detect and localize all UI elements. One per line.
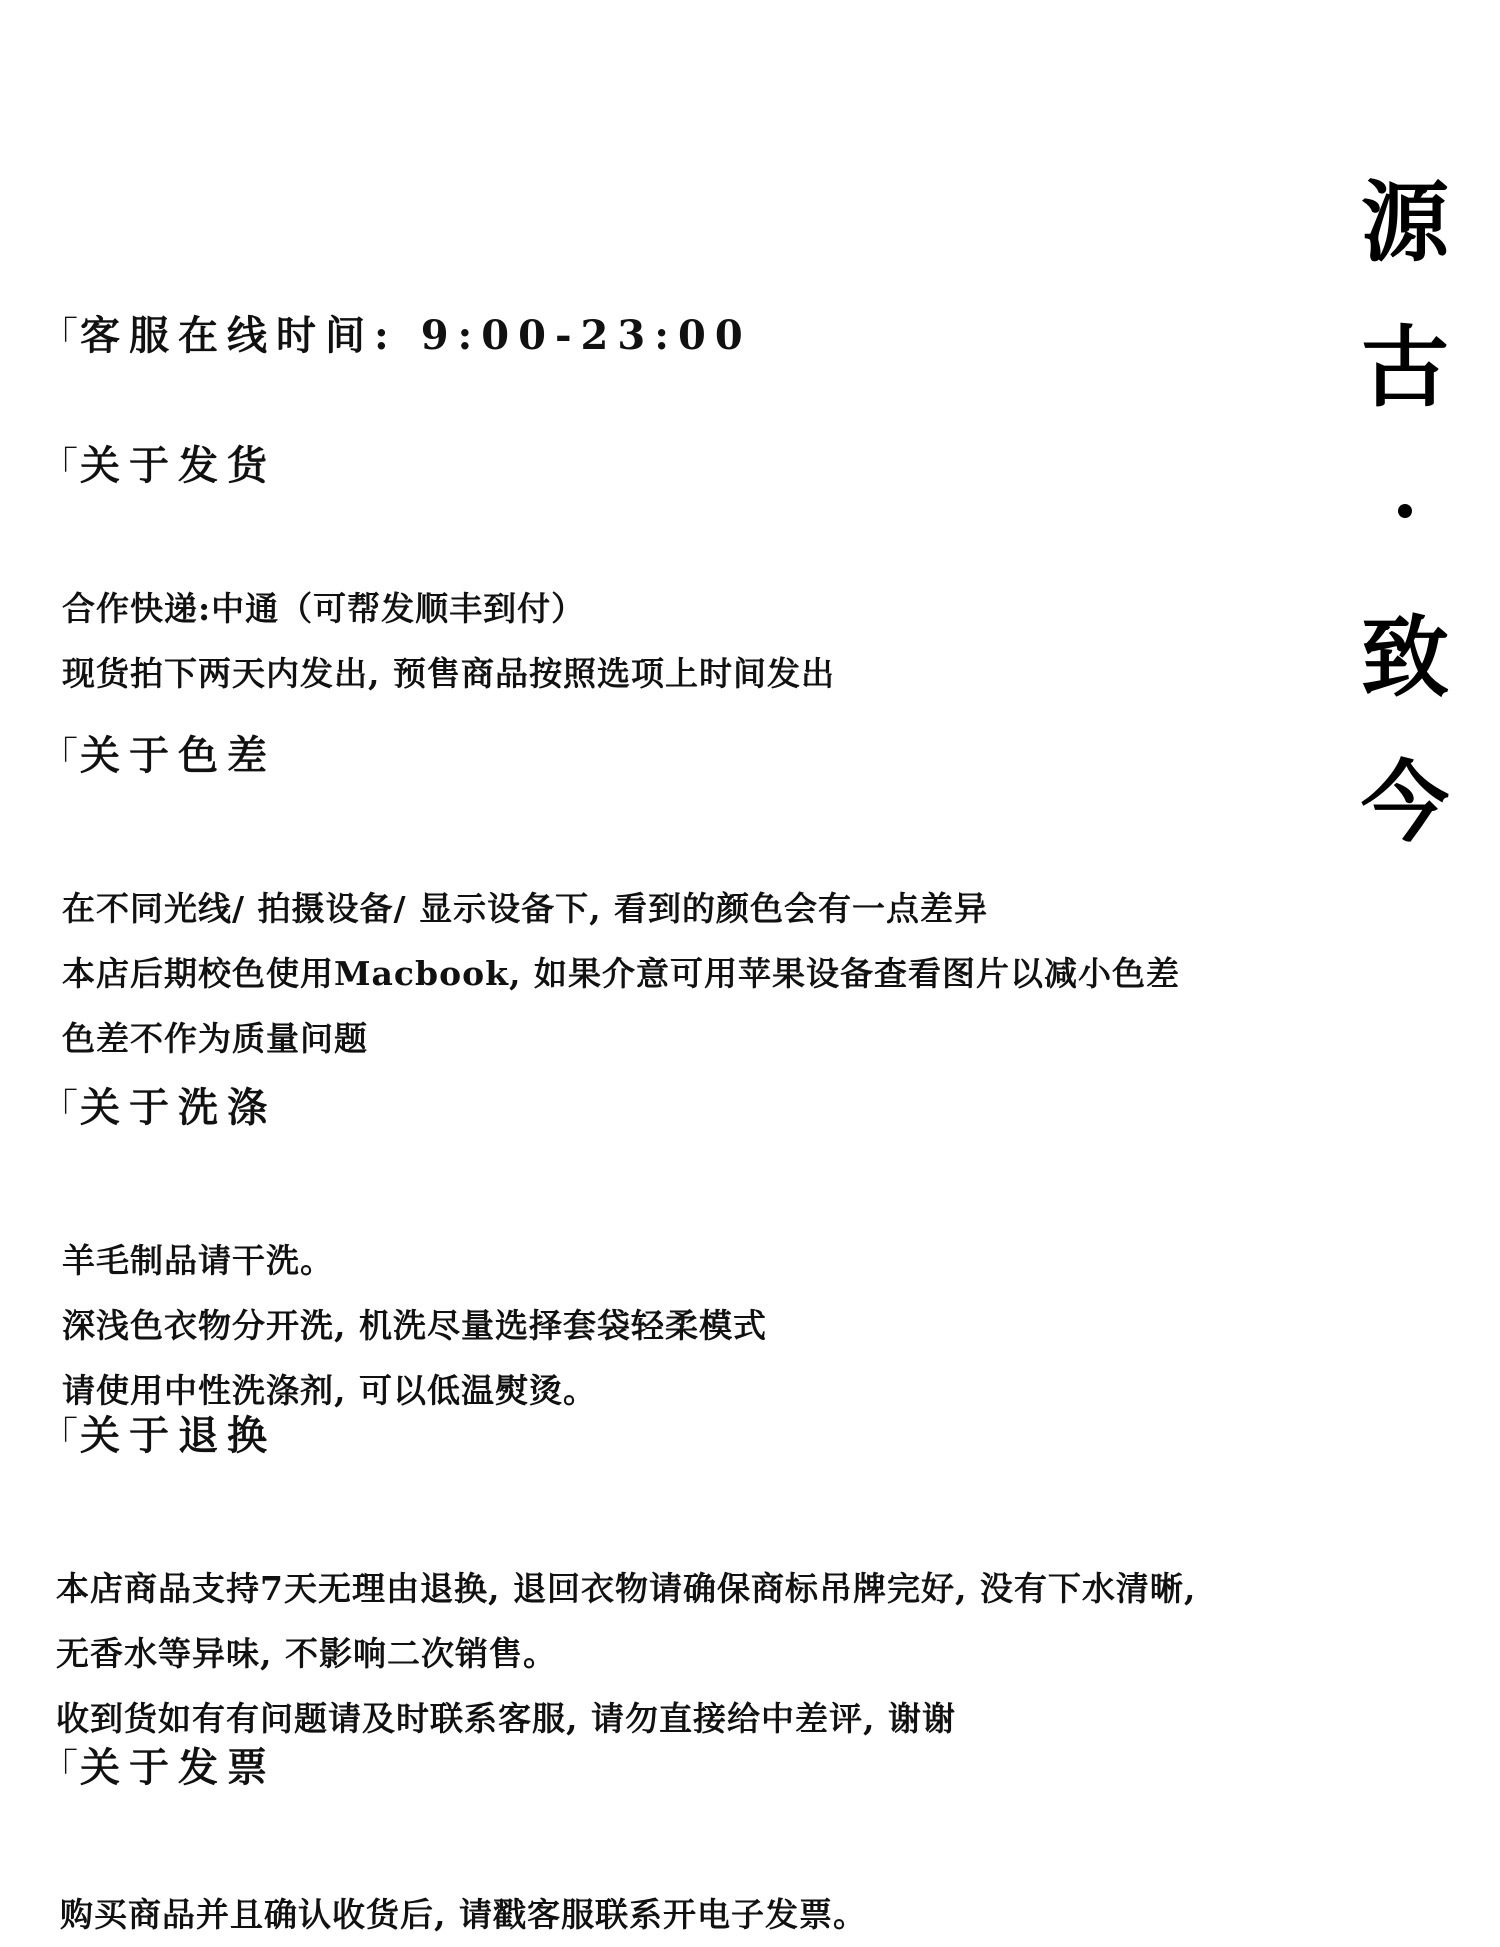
body-line: 现货拍下两天内发出, 预售商品按照选项上时间发出 bbox=[62, 654, 835, 693]
corner-bracket-icon: 「 bbox=[40, 734, 79, 778]
body-line: 收到货如有有问题请及时联系客服, 请勿直接给中差评, 谢谢 bbox=[56, 1699, 956, 1738]
body-line: 无香水等异味, 不影响二次销售。 bbox=[56, 1634, 557, 1673]
invoice-body bbox=[40, 1882, 867, 1947]
body-line: 在不同光线/ 拍摄设备/ 显示设备下, 看到的颜色会有一点差异 bbox=[62, 889, 989, 928]
brand-char: 致 bbox=[1360, 605, 1449, 709]
brand-title-vertical bbox=[1350, 150, 1460, 875]
body-line: 本店商品支持7天无理由退换, 退回衣物请确保商标吊牌完好, 没有下水清晰, bbox=[56, 1569, 1197, 1608]
returns-body bbox=[40, 1556, 1196, 1751]
shipping-title: 关于发货 bbox=[80, 442, 276, 489]
color-title: 关于色差 bbox=[80, 732, 276, 779]
shipping-body bbox=[40, 576, 835, 706]
brand-char: 源 bbox=[1360, 170, 1449, 274]
section-heading bbox=[40, 1080, 767, 1136]
corner-bracket-icon: 「 bbox=[40, 1086, 79, 1130]
corner-bracket-icon: 「 bbox=[40, 314, 79, 358]
section-heading bbox=[40, 1408, 1196, 1464]
color-body bbox=[40, 876, 1180, 1071]
body-line: 本店后期校色使用Macbook, 如果介意可用苹果设备查看图片以减小色差 bbox=[62, 954, 1180, 993]
returns-title: 关于退换 bbox=[80, 1412, 276, 1459]
section-returns bbox=[40, 1408, 1196, 1751]
brand-char: 今 bbox=[1360, 750, 1449, 854]
washing-title: 关于洗涤 bbox=[80, 1084, 276, 1131]
corner-bracket-icon: 「 bbox=[40, 1746, 79, 1790]
brand-separator-dot bbox=[1350, 440, 1460, 585]
corner-bracket-icon: 「 bbox=[40, 1414, 79, 1458]
section-washing bbox=[40, 1080, 767, 1423]
body-line: 羊毛制品请干洗。 bbox=[62, 1241, 334, 1280]
body-line: 色差不作为质量问题 bbox=[62, 1019, 368, 1058]
washing-body bbox=[40, 1228, 767, 1423]
service-hours-title: 客服在线时间: 9:00-23:00 bbox=[80, 312, 752, 359]
section-heading bbox=[40, 308, 752, 364]
body-line: 购买商品并且确认收货后, 请戳客服联系开电子发票。 bbox=[60, 1895, 867, 1934]
body-line: 请使用中性洗涤剂, 可以低温熨烫。 bbox=[62, 1371, 597, 1410]
invoice-title: 关于发票 bbox=[80, 1744, 276, 1791]
section-heading bbox=[40, 728, 1180, 784]
section-heading bbox=[40, 438, 835, 494]
body-line: 深浅色衣物分开洗, 机洗尽量选择套袋轻柔模式 bbox=[62, 1306, 767, 1345]
section-heading bbox=[40, 1740, 867, 1796]
brand-char: 古 bbox=[1360, 315, 1449, 419]
section-color-difference bbox=[40, 728, 1180, 1071]
body-line: 合作快递:中通（可帮发顺丰到付） bbox=[62, 589, 586, 628]
corner-bracket-icon: 「 bbox=[40, 444, 79, 488]
section-shipping bbox=[40, 438, 835, 706]
section-invoice bbox=[40, 1740, 867, 1947]
section-service-hours bbox=[40, 308, 752, 364]
